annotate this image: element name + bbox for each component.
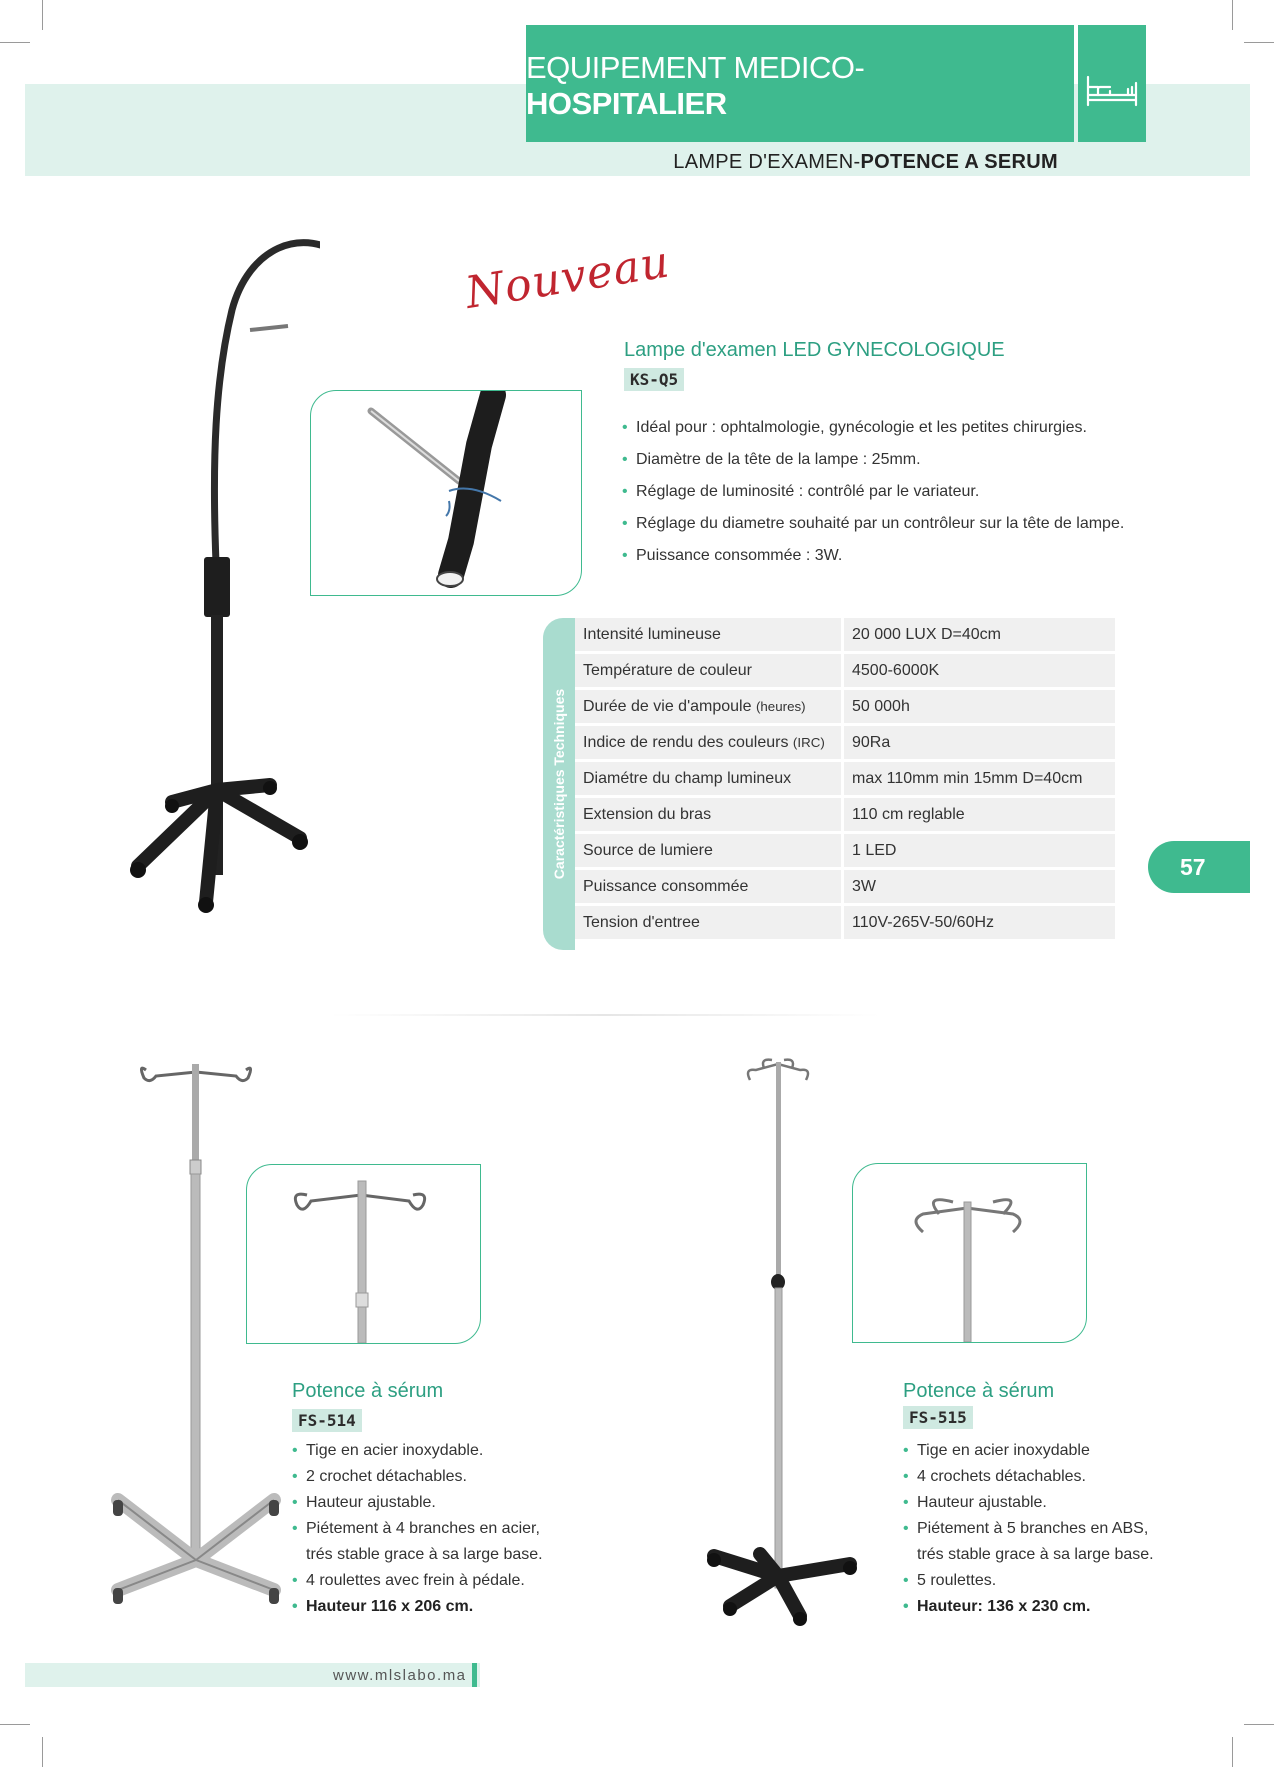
lamp-code: KS-Q5 — [624, 368, 684, 391]
fs515-hook-detail-frame — [852, 1163, 1087, 1343]
table-row — [575, 906, 1115, 939]
subtitle-bold: POTENCE A SERUM — [860, 151, 1058, 173]
lamp-features — [622, 412, 1124, 572]
title-light: EQUIPEMENT MEDICO- — [526, 50, 865, 85]
fs514-hook-detail-frame — [246, 1164, 481, 1344]
crop-mark — [0, 1724, 30, 1725]
feature-item: • Hauteur ajustable. — [903, 1490, 1154, 1516]
spec-value: 90Ra — [841, 726, 1115, 759]
table-row — [575, 834, 1115, 867]
section-divider — [330, 1014, 880, 1016]
spec-label: Source de lumiere — [575, 834, 841, 867]
feature-item: • Tige en acier inoxydable. — [292, 1438, 543, 1464]
table-row — [575, 654, 1115, 687]
feature-item: • 5 roulettes. — [903, 1568, 1154, 1594]
page-title — [526, 25, 1074, 142]
fs515-hook-detail-image — [853, 1164, 1086, 1342]
crop-mark — [1244, 42, 1274, 43]
crop-mark — [1244, 1724, 1274, 1725]
crop-mark — [1232, 0, 1233, 30]
spec-value: 3W — [841, 870, 1115, 903]
stand2-code: FS-515 — [903, 1406, 973, 1429]
examination-lamp-image — [120, 230, 320, 930]
spec-label: Indice de rendu des couleurs (IRC) — [575, 726, 841, 759]
feature-item: trés stable grace à sa large base. — [306, 1546, 543, 1563]
page-subtitle — [673, 151, 1058, 174]
feature-item: • 4 crochets détachables. — [903, 1464, 1154, 1490]
table-row — [575, 762, 1115, 795]
stand2-title: Potence à sérum — [903, 1380, 1055, 1402]
spec-value: 110 cm reglable — [841, 798, 1115, 831]
spec-value: 50 000h — [841, 690, 1115, 723]
lamp-head-detail-image — [311, 391, 581, 595]
spec-label: Température de couleur — [575, 654, 841, 687]
feature-item: • Réglage de luminosité : contrôlé par le variateur. — [622, 476, 1124, 508]
spec-value: 110V-265V-50/60Hz — [841, 906, 1115, 939]
feature-item: • Tige en acier inoxydable — [903, 1438, 1154, 1464]
spec-note: (IRC) — [792, 734, 825, 750]
spec-label: Diamétre du champ lumineux — [575, 762, 841, 795]
stand2-features — [903, 1438, 1154, 1620]
title-bold: HOSPITALIER — [526, 86, 727, 121]
spec-label: Extension du bras — [575, 798, 841, 831]
crop-mark — [42, 0, 43, 30]
feature-item: • 4 roulettes avec frein à pédale. — [292, 1568, 543, 1594]
spec-value: 20 000 LUX D=40cm — [841, 618, 1115, 651]
crop-mark — [0, 42, 30, 43]
feature-item: • Hauteur 116 x 206 cm. — [292, 1594, 543, 1620]
spec-label: Durée de vie d'ampoule (heures) — [575, 690, 841, 723]
footer-website-link[interactable]: www.mlslabo.ma — [333, 1667, 467, 1684]
stand1-title: Potence à sérum — [292, 1380, 444, 1402]
spec-label: Tension d'entree — [575, 906, 841, 939]
specs-table — [575, 615, 1115, 942]
specs-label-text: Caractéristiques Techniques — [551, 688, 567, 880]
feature-item: • Piétement à 5 branches en ABS, — [903, 1516, 1154, 1542]
crop-mark — [1232, 1737, 1233, 1767]
new-badge: Nouveau — [462, 236, 674, 319]
fs514-hook-detail-image — [247, 1165, 480, 1343]
feature-item: • Puissance consommée : 3W. — [622, 540, 1124, 572]
feature-item: • Idéal pour : ophtalmologie, gynécologie et les petites chirurgies. — [622, 412, 1124, 444]
footer-accent — [472, 1663, 477, 1687]
spec-note: (heures) — [755, 698, 806, 714]
table-row — [575, 618, 1115, 651]
crop-mark — [42, 1737, 43, 1767]
lamp-head-detail-frame — [310, 390, 582, 596]
feature-item: • 2 crochet détachables. — [292, 1464, 543, 1490]
table-row — [575, 690, 1115, 723]
hospital-bed-icon — [1078, 25, 1146, 142]
spec-label: Intensité lumineuse — [575, 618, 841, 651]
feature-item: • Réglage du diametre souhaité par un contrôleur sur la tête de lampe. — [622, 508, 1124, 540]
feature-item: • Diamètre de la tête de la lampe : 25mm. — [622, 444, 1124, 476]
feature-item: trés stable grace à sa large base. — [917, 1546, 1154, 1563]
spec-label: Puissance consommée — [575, 870, 841, 903]
table-row — [575, 870, 1115, 903]
table-row — [575, 726, 1115, 759]
feature-item: • Hauteur ajustable. — [292, 1490, 543, 1516]
iv-stand-fs515-image — [700, 1056, 870, 1626]
specs-side-label — [543, 618, 575, 950]
stand1-features — [292, 1438, 543, 1620]
feature-item: • Piétement à 4 branches en acier, — [292, 1516, 543, 1542]
lamp-title: Lampe d'examen LED GYNECOLOGIQUE — [624, 339, 1005, 361]
page-number: 57 — [1148, 841, 1250, 893]
spec-value: 4500-6000K — [841, 654, 1115, 687]
feature-item: • Hauteur: 136 x 230 cm. — [903, 1594, 1154, 1620]
spec-value: 1 LED — [841, 834, 1115, 867]
subtitle-light: LAMPE D'EXAMEN- — [673, 151, 861, 173]
spec-value: max 110mm min 15mm D=40cm — [841, 762, 1115, 795]
stand1-code: FS-514 — [292, 1409, 362, 1432]
table-row — [575, 798, 1115, 831]
